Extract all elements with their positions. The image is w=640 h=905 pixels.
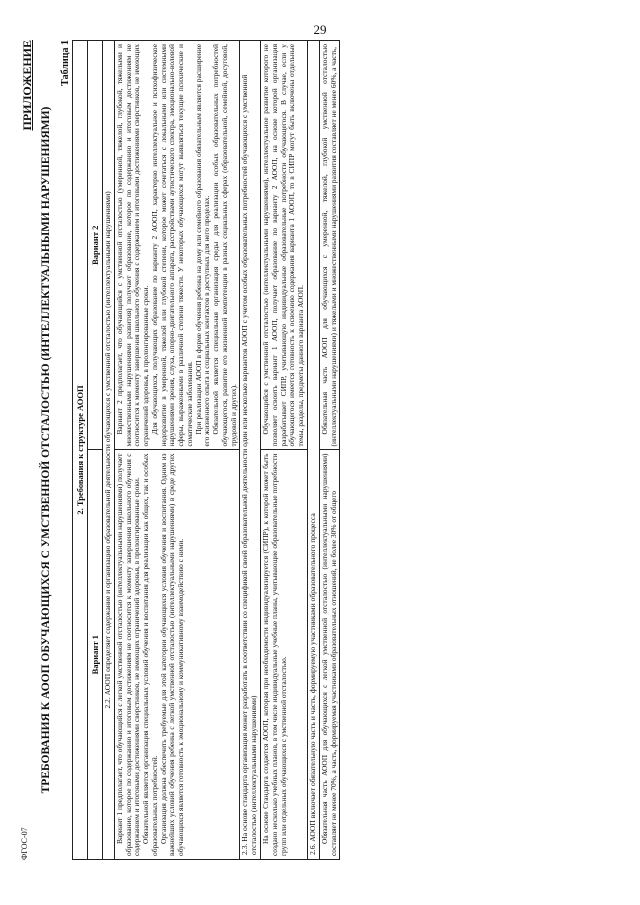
paragraph: При реализации АООП в форме обучения ребенка на дому или семейного образования обязательным является расширение его жизненного опыта и социальных контактов в доступных для него пределах. bbox=[193, 44, 212, 447]
paragraph: Обязательная часть АООП для обучающихся с умеренной, тяжелой, глубокой умственной отсталостью (интеллектуальными нарушениями) и тяжелыми и множественными нарушениями развития составляет не менее 60%, а часть, bbox=[319, 44, 338, 447]
paragraph: Обязательной является организация специальных условий обучения и воспитания для реализации как общих, так и особых образовательных потребностей. bbox=[141, 453, 159, 856]
paragraph: Обязательная часть АООП для обучающихся с легкой умственной отсталостью (интеллектуальными нарушениями) составляет не менее 70%, а часть, формируемая участниками образовательных отношений, не более 30% от общего bbox=[319, 453, 338, 856]
row-2-3-heading: 2.3. На основе стандарта организация может разработать в соответствии со спецификой своей образовательной деятельности один или несколько вариантов АООП с учетом особых образовательных потребностей обучающихся с умственной отсталостью (интеллектуальными нарушениями) bbox=[240, 41, 261, 860]
variant-1-cell-2-3 bbox=[261, 450, 308, 860]
table-label: Таблица 1 bbox=[60, 40, 71, 86]
paragraph: Обязательной является специальная организация среды для реализации особых образовательных потребностей обучающегося, развитие его жизненной компетенции в разных социальных сферах (образовательной, семейной, досуговой, трудовой и других). bbox=[211, 44, 238, 447]
paragraph: Вариант 1 предполагает, что обучающийся с легкой умственной отсталостью (интеллектуальными нарушениями) получает образование, которое по содержанию и итоговым достижениям не соотносится к моменту завершения школьного обучения с содержанием и итоговыми достижениями сверстников, не имеющих ограничений здоровья, в пролонгированные сроки. bbox=[114, 453, 142, 856]
variant-2-cell-2-2 bbox=[114, 41, 239, 451]
appendix-heading: ПРИЛОЖЕНИЕ bbox=[20, 40, 34, 131]
variant-1-cell-2-2 bbox=[114, 450, 239, 860]
paragraph: Обучающийся с умственной отсталостью (интеллектуальными нарушениями), интеллектуальное развитие которого не позволяет освоить вариант 1 АООП, получает образование по варианту 2 АООП, на основе которой организация разрабатывает СИПР, учитывающую индивидуальные образовательные потребности обучающегося. В случае, если у обучающегося имеется готовность к освоению содержания варианта 1 АООП, то в СИПР могут быть включены отдельные темы, разделы, предметы данного варианта АООП. bbox=[261, 44, 306, 447]
page-number: 29 bbox=[313, 22, 327, 37]
variant-2-cell-2-6 bbox=[319, 41, 339, 451]
requirements-table bbox=[72, 40, 340, 860]
document-title: ТРЕБОВАНИЯ К АООП ОБУЧАЮЩИХСЯ С УМСТВЕННОЙ ОТСТАЛОСТЬЮ (ИНТЕЛЛЕКТУАЛЬНЫМИ НАРУШЕНИЯМИ) bbox=[40, 106, 52, 794]
variant-1-cell-2-6 bbox=[319, 450, 339, 860]
column-header-variant-1: Вариант 1 bbox=[88, 450, 103, 860]
paragraph: Вариант 2 предполагает, что обучающийся с умственной отсталостью (умеренной, тяжелой, глубокой, тяжелыми и множественными нарушениями развития) получает образование, которое по содержанию и итоговым достижениям не соотносится к моменту завершения школьного обучения с содержанием и итоговыми достижениями сверстников, не имеющих ограничений здоровья, в пролонгированные сроки. bbox=[114, 44, 151, 447]
document-code: ФГОС-07 bbox=[20, 827, 29, 860]
row-2-2-heading: 2.2. АООП определяет содержание и организацию образовательной деятельности обучающихся с умственной отсталостью (интеллектуальными нарушениями) bbox=[103, 41, 115, 860]
paragraph: На основе Стандарта создается АООП, которая при необходимости индивидуализируется (СИПР), к которой может быть создано несколько учебных планов, в том числе индивидуальные учебные планы, учитывающие образовательные потребности групп или отдельных обучающихся с умственной отсталостью. bbox=[261, 453, 288, 856]
paragraph: Для обучающихся, получающих образование по варианту 2 АООП, характерно интеллектуальное и психофизическое недоразвитие в умеренной, тяжелой или глубокой степени, которое может сочетаться с локальными или системными нарушениями зрения, слуха, опорно-двигательного аппарата, расстройствами аутистического спектра, эмоционально-волевой сферы, выраженными в различной степени тяжести. У некоторых обучающихся могут выявляться текущие психические и соматические заболевания. bbox=[149, 44, 194, 447]
column-header-variant-2: Вариант 2 bbox=[88, 41, 103, 451]
section-header: 2. Требования к структуре АООП bbox=[73, 41, 88, 860]
variant-2-cell-2-3 bbox=[261, 41, 308, 451]
row-2-6-heading: 2.6. АООП включает обязательную часть и часть, формируемую участниками образовательного процесса bbox=[307, 41, 319, 860]
paragraph: Организация должна обеспечить требуемые для этой категории обучающихся условия обучения и воспитания. Одним из важнейших условий обучения ребенка с легкой умственной отсталостью (интеллектуальными нарушениями) в среде других обучающихся является готовность к эмоциональному и коммуникативному взаимодействию с ними. bbox=[158, 453, 186, 856]
rotated-page-content bbox=[20, 40, 620, 860]
